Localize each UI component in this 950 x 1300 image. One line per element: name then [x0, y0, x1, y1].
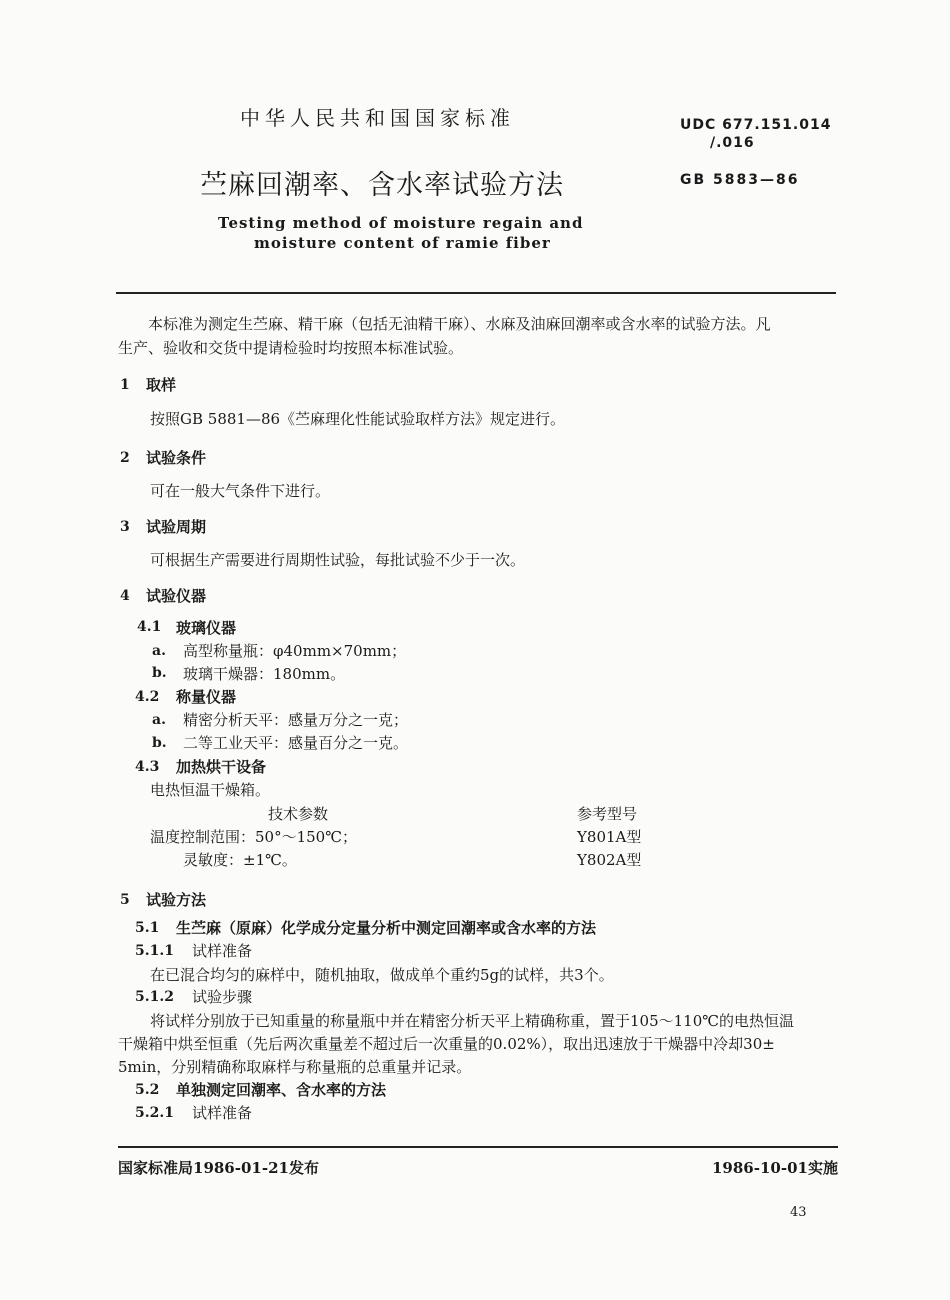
section-5-1-2-number: 5.1.2 — [135, 989, 174, 1005]
item-4-2-a-label: a. — [152, 712, 166, 728]
section-1-number: 1 — [120, 377, 130, 393]
section-4-number: 4 — [120, 588, 130, 604]
section-2-text: 可在一般大气条件下进行。 — [150, 482, 331, 500]
section-5-1-2-line2: 干燥箱中烘至恒重（先后两次重量差不超过后一次重量的0.02%），取出迅速放于干燥器中冷却30± — [118, 1035, 775, 1053]
header-rule — [116, 292, 836, 294]
section-3-text: 可根据生产需要进行周期性试验，每批试验不少于一次。 — [150, 551, 526, 569]
document-title: 苎麻回潮率、含水率试验方法 — [200, 170, 564, 201]
section-4-3-text: 电热恒温干燥箱。 — [150, 781, 271, 799]
section-5-1-2-line1: 将试样分别放于已知重量的称量瓶中并在精密分析天平上精确称重，置于105～110℃的电热恒温 — [150, 1012, 795, 1030]
section-5-1-2-line3: 5min，分别精确称取麻样与称量瓶的总重量并记录。 — [118, 1058, 472, 1076]
udc-code: UDC 677.151.014 — [680, 117, 832, 133]
intro-line1: 本标准为测定生苎麻、精干麻（包括无油精干麻）、水麻及油麻回潮率或含水率的试验方法。凡 — [148, 315, 771, 333]
section-2-title: 试验条件 — [146, 449, 207, 467]
item-4-1-a-label: a. — [152, 643, 166, 659]
section-5-2-1-title: 试样准备 — [192, 1104, 253, 1122]
intro-line2: 生产、验收和交货中提请检验时均按照本标准试验。 — [118, 339, 464, 357]
item-4-2-a-text: 精密分析天平：感量万分之一克； — [183, 711, 409, 729]
section-5-1-number: 5.1 — [135, 920, 160, 936]
section-5-1-title: 生苎麻（原麻）化学成分定量分析中测定回潮率或含水率的方法 — [176, 919, 597, 937]
section-5-title: 试验方法 — [146, 891, 207, 909]
footer-rule — [118, 1146, 838, 1148]
item-4-1-a-text: 高型称量瓶：φ40mm×70mm； — [183, 642, 407, 660]
page-number: 43 — [790, 1205, 807, 1220]
section-4-title: 试验仪器 — [146, 587, 207, 605]
effective-date: 1986-10-01实施 — [712, 1159, 838, 1177]
params-column-header: 技术参数 — [268, 805, 329, 823]
section-5-2-1-number: 5.2.1 — [135, 1105, 174, 1121]
section-5-number: 5 — [120, 892, 130, 908]
section-5-2-number: 5.2 — [135, 1082, 160, 1098]
gb-code: GB 5883—86 — [680, 172, 800, 188]
section-1-title: 取样 — [146, 376, 177, 394]
section-3-number: 3 — [120, 519, 130, 535]
models-column-header: 参考型号 — [577, 805, 638, 823]
section-4-2-title: 称量仪器 — [176, 688, 237, 706]
param-row-2: 灵敏度：±1℃。 — [183, 851, 297, 869]
section-4-3-title: 加热烘干设备 — [176, 758, 267, 776]
section-5-1-2-title: 试验步骤 — [192, 988, 253, 1006]
item-4-2-b-text: 二等工业天平：感量百分之一克。 — [183, 734, 409, 752]
section-4-1-title: 玻璃仪器 — [176, 619, 237, 637]
model-row-1: Y801A型 — [577, 828, 642, 846]
param-row-1: 温度控制范围：50°～150℃； — [150, 828, 357, 846]
section-5-1-1-text: 在已混合均匀的麻样中，随机抽取，做成单个重约5g的试样，共3个。 — [150, 966, 614, 984]
section-2-number: 2 — [120, 450, 130, 466]
udc-code-continued: /.016 — [710, 135, 755, 151]
section-4-2-number: 4.2 — [135, 689, 160, 705]
title-en-line1: Testing method of moisture regain and — [218, 214, 584, 232]
item-4-1-b-text: 玻璃干燥器：180mm。 — [183, 665, 346, 683]
issue-date: 国家标准局1986-01-21发布 — [118, 1159, 319, 1177]
section-5-1-1-number: 5.1.1 — [135, 943, 174, 959]
title-en-line2: moisture content of ramie fiber — [254, 234, 551, 252]
section-4-1-number: 4.1 — [137, 619, 162, 635]
item-4-2-b-label: b. — [152, 735, 167, 751]
section-4-3-number: 4.3 — [135, 759, 160, 775]
section-5-2-title: 单独测定回潮率、含水率的方法 — [176, 1081, 387, 1099]
item-4-1-b-label: b. — [152, 665, 167, 681]
section-3-title: 试验周期 — [146, 518, 207, 536]
section-5-1-1-title: 试样准备 — [192, 942, 253, 960]
section-1-text: 按照GB 5881—86《苎麻理化性能试验取样方法》规定进行。 — [150, 410, 566, 428]
model-row-2: Y802A型 — [577, 851, 642, 869]
issuing-body: 中华人民共和国国家标准 — [240, 106, 515, 130]
